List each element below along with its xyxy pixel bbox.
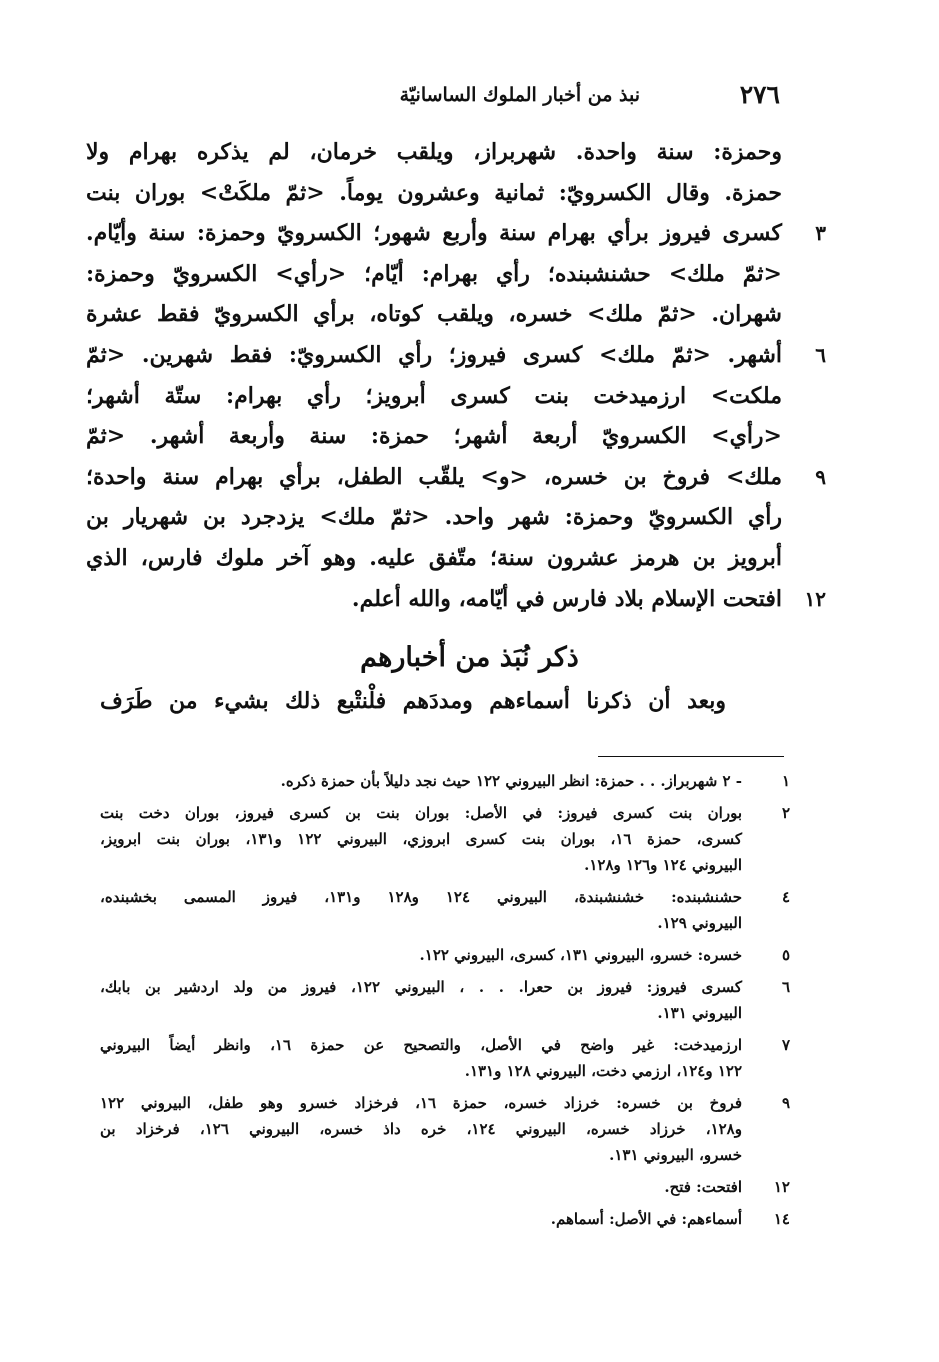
footnote-line: البيروني ١٢٩.: [657, 914, 742, 932]
footnote-line: و١٢٨، خرزاد خسره، البيروني ١٢٤، خره داذ خسره، البيروني ١٢٦، فرخزاد بن: [100, 1120, 742, 1138]
footnote-body: [100, 884, 742, 936]
text-line-last: [86, 579, 826, 620]
line-number: ٦: [815, 342, 826, 367]
page-number: ٢٧٦: [739, 80, 780, 109]
footnote-line: أسماءهم: في الأصل: أسماهم.: [550, 1210, 742, 1228]
line-text: وحمزة: سنة واحدة. شهربراز، ويلقب خرمان، لم يذكره بهرام ولا: [86, 139, 782, 165]
footnote: [100, 942, 790, 968]
running-header: [300, 80, 780, 116]
line-number: ٣: [815, 221, 826, 246]
footnote-line: ارزميدخت: غير واضح في الأصل، والتصحيح عن حمزة ١٦، وانظر أيضاً البيروني: [100, 1036, 742, 1054]
footnote-line: البيروني ١٣١.: [657, 1004, 742, 1022]
footnote-line: حشنشبنده: خشنشبندة، البيروني ١٢٤ و١٢٨ و١٣١، فيروز المسمى بخشبنده،: [100, 888, 742, 906]
footnote-line: ١٢٢ و١٢٤، ارزمي دخت، البيروني ١٢٨ و١٣١.: [464, 1062, 742, 1080]
footnote: [100, 1206, 790, 1232]
footnote-line: فروخ بن خسره: خرزاد خسره، حمزة ١٦، فرخزاد خسرو وهو طفل، البيروني ١٢٢: [100, 1094, 742, 1112]
main-text: [86, 132, 826, 619]
footnote-number: ٩: [781, 1094, 790, 1112]
text-line: [86, 254, 782, 295]
footnote: [100, 974, 790, 1026]
footnote-line: خسرو، البيروني ١٣١.: [609, 1146, 742, 1164]
footnote: [100, 768, 790, 794]
footnote-line: كسرى فيروز: فيروز بن حعرا. . . ، البيروني ١٢٢، فيروز من ولد اردشير بن بابك،: [100, 978, 742, 996]
line-text: افتحت الإسلام بلاد فارس في أيّامه، والله أعلم.: [351, 585, 782, 612]
footnote-number: ٦: [781, 978, 790, 996]
footnote-line: البيروني ١٢٤ و١٢٦ و١٢٨.: [584, 856, 742, 874]
text-line: [86, 416, 782, 457]
text-line: [86, 457, 826, 498]
line-text: حمزة. وقال الكسرويّ: ثمانية وعشرون يوماً. <ثمّ ملكَتْ> بوران بنت: [86, 179, 782, 206]
section-heading: ذكر نُبَذ من أخبارهم: [360, 642, 579, 673]
text-line: [86, 173, 782, 214]
line-text: كسرى فيروز برأي بهرام سنة وأربع شهور؛ الكسرويّ وحمزة: سنة وأيّام.: [86, 220, 782, 247]
footnote-line: بوران بنت كسرى فيروز: في الأصل: بوران بنت بن كسرى فيروز، بوران دخت بنت: [100, 804, 742, 822]
line-text: شهران. <ثمّ ملك> خسره، ويلقب كوتاه، برأي الكسرويّ فقط عشرة: [86, 301, 782, 328]
footnote-number: ١٢: [773, 1178, 790, 1196]
footnote-body: [100, 1174, 742, 1200]
footnote-line: كسرى، حمزة ١٦، بوران بنت كسرى ابروزي، البيروني ١٢٢ و١٣١، بوران بنت ابرويز،: [100, 830, 742, 848]
footnote: [100, 1174, 790, 1200]
footnote-body: [100, 1032, 742, 1084]
footnote: [100, 800, 790, 878]
text-line: [86, 213, 826, 254]
line-text: <ثمّ ملك> حشنشبنده؛ رأي بهرام: أيّام؛ <رأي> الكسرويّ وحمزة:: [86, 260, 782, 287]
text-line: [86, 538, 782, 579]
line-number: ١٢: [804, 586, 826, 611]
footnote-line: - ٢ شهربراز. . . حمزة: انظر البيروني ١٢٢ حيث نجد دليلاً بأن حمزة ذكره.: [280, 772, 742, 790]
footnote: [100, 884, 790, 936]
text-line: [86, 294, 782, 335]
text-line: [86, 132, 782, 173]
line-text: ملكت> ارزميدخت بنت كسرى أبرويز؛ رأي بهرام: ستّة أشهر؛: [86, 382, 782, 409]
line-text: أشهر. <ثمّ ملك> كسرى فيروز؛ رأي الكسرويّ: فقط شهرين. <ثمّ: [86, 341, 782, 368]
footnote-body: [100, 800, 742, 878]
text-line: [86, 376, 782, 417]
footnote-number: ١: [781, 772, 790, 790]
line-text: رأي الكسرويّ وحمزة: شهر واحد. <ثمّ ملك> يزدجرد بن شهريار بن: [86, 504, 782, 531]
footnote-line: افتحت: فتح.: [664, 1178, 742, 1196]
line-text: <رأي> الكسرويّ أربعة أشهر؛ حمزة: سنة وأربعة أشهر. <ثمّ: [86, 423, 782, 450]
line-text: ملك> فروخ بن خسره، <و> يلقّب الطفل، برأي بهرام سنة واحدة؛: [86, 463, 782, 490]
footnote-body: [100, 1090, 742, 1168]
footnote-number: ١٤: [773, 1210, 790, 1228]
footnote-body: [100, 1206, 742, 1232]
footnote: [100, 1032, 790, 1084]
footnote-body: [100, 942, 742, 968]
text-line: [86, 335, 826, 376]
line-text: أبرويز بن هرمز عشرون سنة؛ متّفق عليه. وهو آخر ملوك فارس، الذي: [86, 544, 782, 571]
footnote-number: ٤: [781, 888, 790, 906]
footnote-line: خسره: خسرو، البيروني ١٣١، كسرى، البيروني ١٢٢.: [419, 946, 742, 964]
footnote-number: ٢: [781, 804, 790, 822]
footnote: [100, 1090, 790, 1168]
footnote-separator-rule: [598, 756, 784, 757]
running-title: نبذ من أخبار الملوك الساسانيّة: [399, 84, 640, 106]
footnotes: [100, 768, 790, 1238]
text-line: [86, 497, 782, 538]
footnote-number: ٥: [781, 946, 790, 964]
line-number: ٩: [815, 464, 826, 489]
footnote-body: [100, 974, 742, 1026]
footnote-number: ٧: [781, 1036, 790, 1054]
footnote-body: [100, 768, 742, 794]
section-first-line: وبعد أن ذكرنا أسماءهم ومددَهم فلْنتْبع ذلك بشيء من طَرَف: [100, 688, 726, 714]
